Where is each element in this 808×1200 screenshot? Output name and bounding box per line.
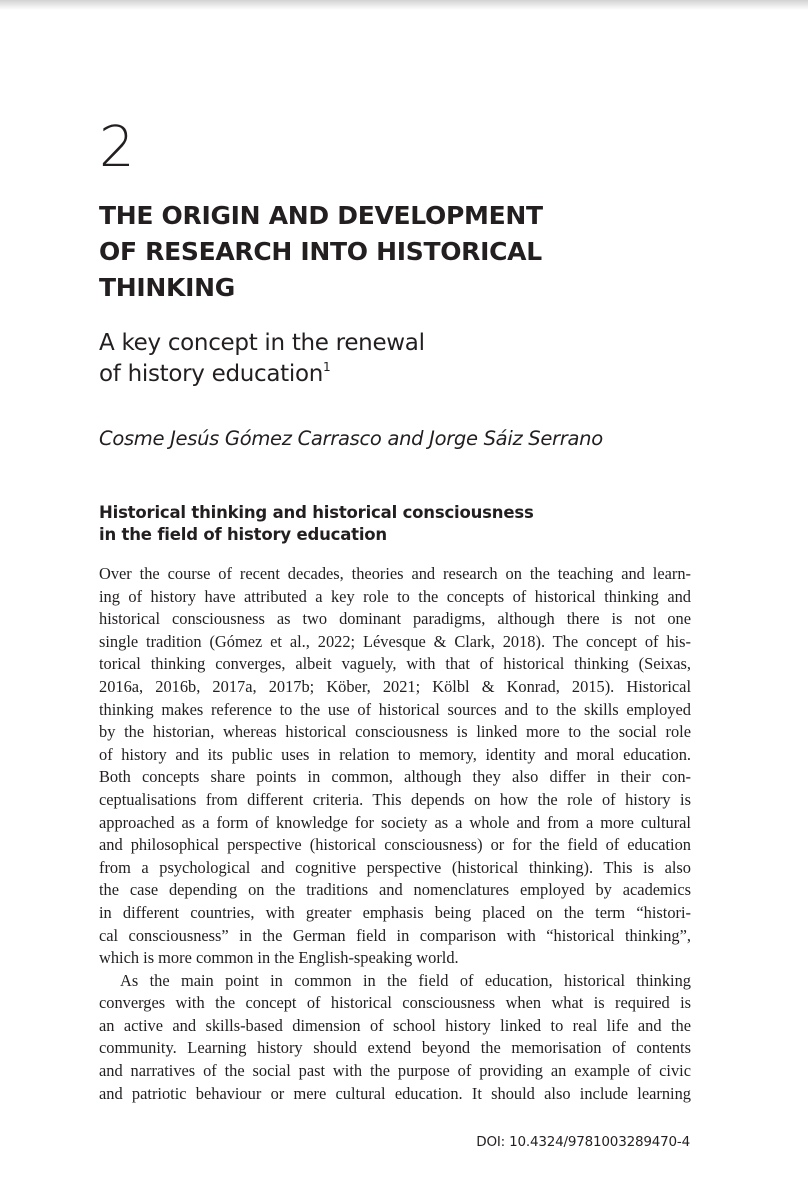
chapter-subtitle [99, 328, 699, 390]
chapter-number: 2 [99, 115, 135, 180]
subtitle-line: of history education [99, 361, 324, 387]
text-line: and narratives of the social past with the purpose of providing an example of civic [99, 1061, 691, 1081]
footnote-marker[interactable]: 1 [323, 360, 331, 374]
section-heading-line: in the field of history education [99, 525, 387, 544]
section-heading-line: Historical thinking and historical consciousness [99, 503, 534, 522]
text-line: thinking makes reference to the use of historical sources and to the skills employed [99, 699, 691, 719]
doi-footer[interactable]: DOI: 10.4324/9781003289470-4 [476, 1134, 690, 1150]
text-line: which is more common in the English-speaking world. [99, 948, 459, 968]
text-line: Over the course of recent decades, theories and research on the teaching and learn- [99, 564, 691, 583]
text-line: As the main point in common in the field of education, historical thinking [120, 970, 691, 990]
text-line: converges with the concept of historical consciousness when what is required is [99, 993, 691, 1013]
text-line: historical consciousness as two dominant paradigms, although there is not one [99, 609, 691, 629]
paragraph-1 [99, 563, 691, 970]
chapter-authors: Cosme Jesús Gómez Carrasco and Jorge Sáiz Serrano [99, 427, 603, 450]
text-line: of history and its public uses in relation to memory, identity and moral education. [99, 744, 691, 764]
text-line: cal consciousness” in the German field in comparison with “historical thinking”, [99, 925, 691, 945]
body-text [99, 563, 691, 1105]
text-line: by the historian, whereas historical consciousness is linked more to the social role [99, 722, 691, 742]
subtitle-line-with-footnote [99, 359, 699, 390]
page-top-shadow [0, 0, 808, 10]
subtitle-line: A key concept in the renewal [99, 330, 425, 356]
text-line: ceptualisations from different criteria. This depends on how the role of history is [99, 789, 691, 809]
text-line: ing of history have attributed a key role to the concepts of historical thinking and [99, 586, 691, 606]
text-line: an active and skills-based dimension of school history linked to real life and the [99, 1015, 691, 1035]
text-line: single tradition (Gómez et al., 2022; Lévesque & Clark, 2018). The concept of his- [99, 631, 691, 651]
text-line: approached as a form of knowledge for society as a whole and from a more cultural [99, 812, 691, 832]
paragraph-2 [99, 970, 691, 1106]
chapter-title-line: THINKING [99, 273, 235, 302]
text-line: 2016a, 2016b, 2017a, 2017b; Köber, 2021; Kölbl & Konrad, 2015). Historical [99, 676, 691, 696]
text-line: community. Learning history should extend beyond the memorisation of contents [99, 1038, 691, 1058]
chapter-title [99, 198, 699, 306]
text-line: in different countries, with greater emphasis being placed on the term “histori- [99, 902, 691, 922]
text-line: Both concepts share points in common, although they also differ in their con- [99, 767, 691, 787]
chapter-title-line: OF RESEARCH INTO HISTORICAL [99, 237, 542, 266]
text-line: the case depending on the traditions and nomenclatures employed by academics [99, 880, 691, 900]
chapter-title-line: THE ORIGIN AND DEVELOPMENT [99, 201, 543, 230]
section-heading [99, 502, 699, 546]
text-line: from a psychological and cognitive perspective (historical thinking). This is also [99, 857, 691, 877]
text-line: and philosophical perspective (historical consciousness) or for the field of education [99, 835, 691, 855]
text-line: torical thinking converges, albeit vaguely, with that of historical thinking (Seixas, [99, 654, 691, 674]
text-line: and patriotic behaviour or mere cultural education. It should also include learning [99, 1083, 691, 1103]
